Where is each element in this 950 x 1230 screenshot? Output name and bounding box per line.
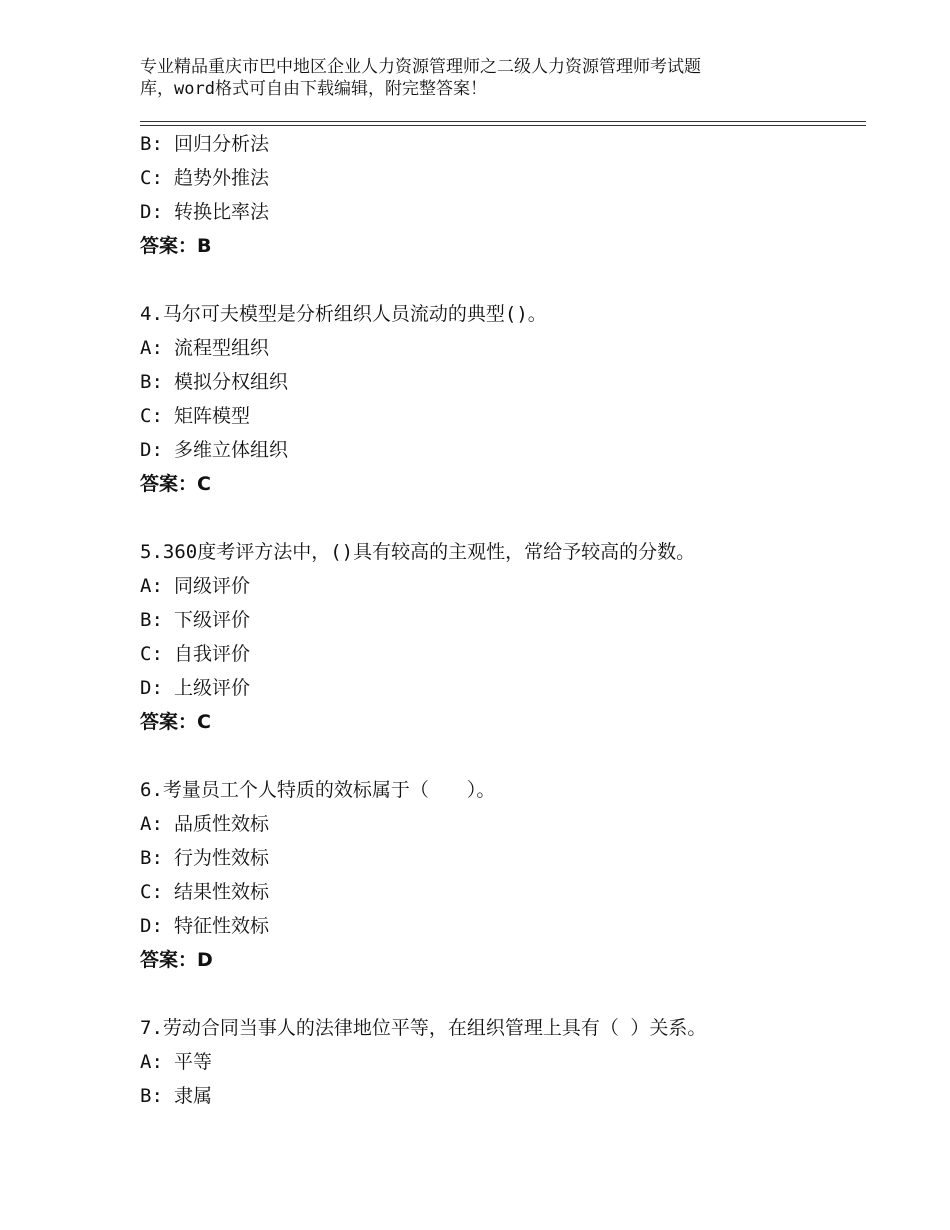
- answer-line: 答案：D: [140, 949, 213, 971]
- answer-line: 答案：B: [140, 235, 212, 257]
- option-row: [140, 603, 860, 637]
- option-letter: B:: [140, 133, 163, 155]
- option-letter: C:: [140, 643, 163, 665]
- option-letter: B:: [140, 1085, 163, 1107]
- spacer: [140, 263, 860, 297]
- option-letter: D:: [140, 915, 163, 937]
- option-letter: A:: [140, 337, 163, 359]
- option-row: [140, 909, 860, 943]
- option-row: [140, 1079, 860, 1113]
- option-row: [140, 433, 860, 467]
- option-text: 下级评价: [174, 609, 251, 631]
- question-stem: 7.劳动合同当事人的法律地位平等，在组织管理上具有（ ）关系。: [140, 1017, 707, 1039]
- answer-line: 答案：C: [140, 711, 211, 733]
- option-row: [140, 875, 860, 909]
- option-letter: A:: [140, 813, 163, 835]
- option-row: [140, 127, 860, 161]
- question-4: [140, 297, 860, 501]
- option-row: [140, 1045, 860, 1079]
- option-text: 转换比率法: [174, 201, 270, 223]
- option-text: 矩阵模型: [174, 405, 251, 427]
- option-text: 隶属: [174, 1085, 213, 1107]
- option-letter: D:: [140, 439, 163, 461]
- option-row: [140, 841, 860, 875]
- option-row: [140, 807, 860, 841]
- option-row: [140, 399, 860, 433]
- header-line-2: 库，word格式可自由下载编辑，附完整答案！: [140, 79, 487, 99]
- option-letter: B:: [140, 609, 163, 631]
- option-letter: B:: [140, 371, 163, 393]
- answer-line: 答案：C: [140, 473, 211, 495]
- option-letter: D:: [140, 677, 163, 699]
- option-row: [140, 637, 860, 671]
- option-row: [140, 671, 860, 705]
- question-stem: 6.考量员工个人特质的效标属于（ ）。: [140, 779, 496, 801]
- question-stem: 5.360度考评方法中，()具有较高的主观性，常给予较高的分数。: [140, 541, 696, 563]
- option-letter: C:: [140, 881, 163, 903]
- spacer: [140, 501, 860, 535]
- option-text: 流程型组织: [174, 337, 270, 359]
- option-row: [140, 569, 860, 603]
- option-letter: D:: [140, 201, 163, 223]
- question-5: [140, 535, 860, 739]
- option-text: 特征性效标: [174, 915, 270, 937]
- option-letter: C:: [140, 405, 163, 427]
- header-line-1: 专业精品重庆市巴中地区企业人力资源管理师之二级人力资源管理师考试题: [140, 57, 701, 77]
- option-text: 结果性效标: [174, 881, 270, 903]
- header-rule-top: [140, 121, 866, 122]
- question-stem: 4.马尔可夫模型是分析组织人员流动的典型()。: [140, 303, 547, 325]
- header-rule-bottom: [140, 125, 866, 126]
- option-letter: B:: [140, 847, 163, 869]
- option-text: 自我评价: [174, 643, 251, 665]
- option-text: 行为性效标: [174, 847, 270, 869]
- option-text: 上级评价: [174, 677, 251, 699]
- option-letter: C:: [140, 167, 163, 189]
- spacer: [140, 977, 860, 1011]
- question-3-continuation: [140, 127, 860, 263]
- option-text: 模拟分权组织: [174, 371, 289, 393]
- option-row: [140, 195, 860, 229]
- spacer: [140, 739, 860, 773]
- option-text: 回归分析法: [174, 133, 270, 155]
- option-letter: A:: [140, 575, 163, 597]
- option-row: [140, 365, 860, 399]
- option-text: 趋势外推法: [174, 167, 270, 189]
- option-text: 品质性效标: [174, 813, 270, 835]
- option-text: 同级评价: [174, 575, 251, 597]
- question-7: [140, 1011, 860, 1113]
- option-letter: A:: [140, 1051, 163, 1073]
- document-header: [140, 56, 780, 100]
- option-row: [140, 331, 860, 365]
- option-text: 多维立体组织: [174, 439, 289, 461]
- option-text: 平等: [174, 1051, 213, 1073]
- document-body: [140, 127, 860, 1113]
- option-row: [140, 161, 860, 195]
- question-6: [140, 773, 860, 977]
